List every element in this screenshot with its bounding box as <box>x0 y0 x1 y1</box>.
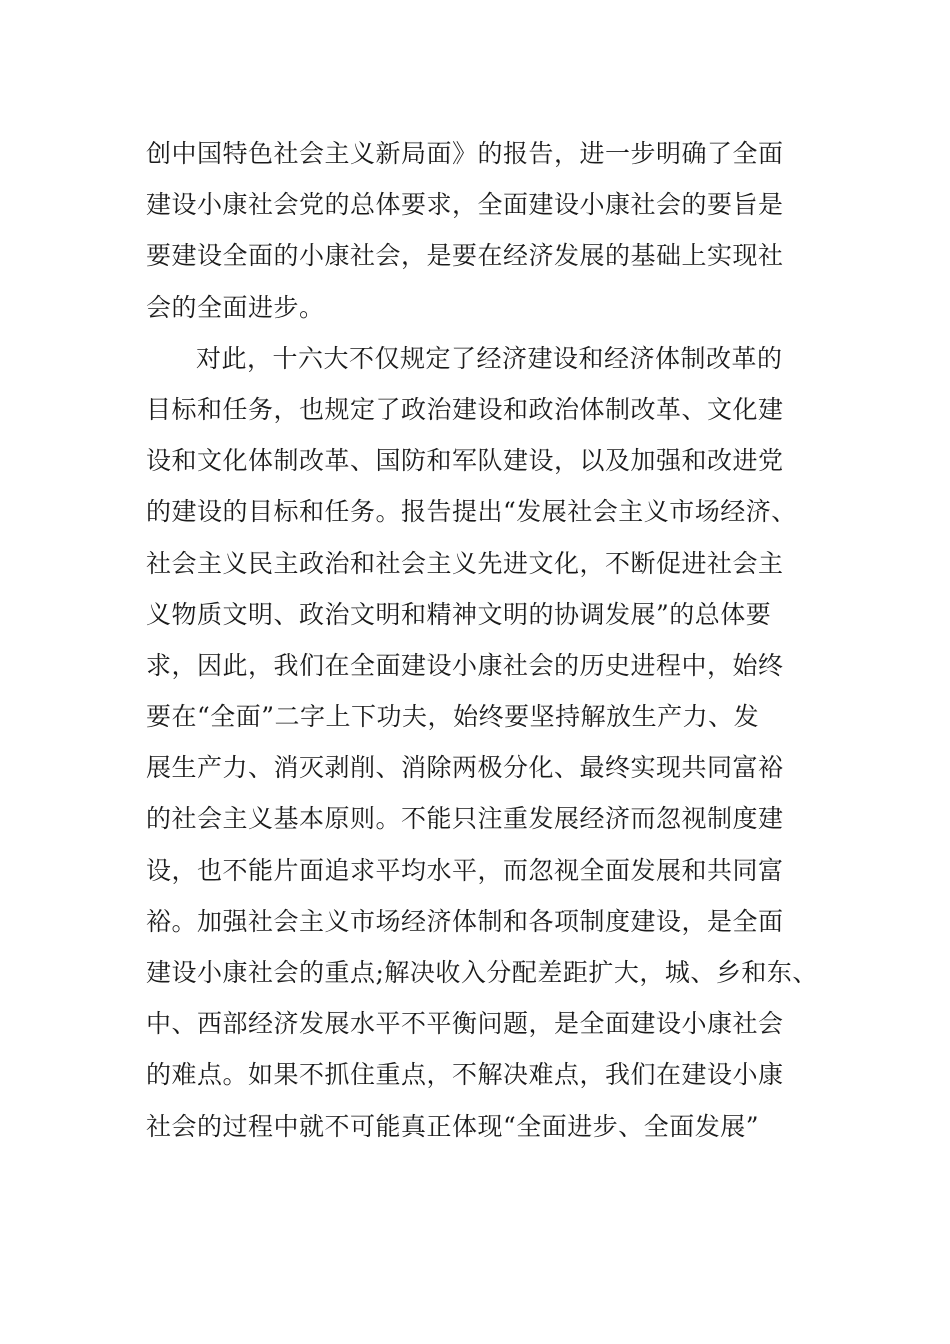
text-line: 创中国特色社会主义新局面》的报告，进一步明确了全面 <box>146 139 784 168</box>
text-line: 目标和任务，也规定了政治建设和政治体制改革、文化建 <box>146 394 784 424</box>
text-line: 要建设全面的小康社会，是要在经济发展的基础上实现社 <box>146 241 784 271</box>
text-line: 的建设的目标和任务。报告提出“发展社会主义市场经济、 <box>146 497 797 527</box>
text-line: 展生产力、消灭剥削、消除两极分化、最终实现共同富裕 <box>146 753 784 783</box>
text-line: 建设小康社会的重点;解决收入分配差距扩大，城、乡和东、 <box>146 958 818 987</box>
text-line: 对此，十六大不仅规定了经济建设和经济体制改革的 <box>196 343 783 373</box>
text-line: 义物质文明、政治文明和精神文明的协调发展”的总体要 <box>146 599 772 629</box>
text-line: 要在“全面”二字上下功夫，始终要坚持解放生产力、发 <box>146 702 760 732</box>
text-line: 社会主义民主政治和社会主义先进文化，不断促进社会主 <box>146 548 784 578</box>
text-line: 会的全面进步。 <box>146 292 325 322</box>
text-line: 裕。加强社会主义市场经济体制和各项制度建设，是全面 <box>146 906 784 936</box>
text-line: 社会的过程中就不可能真正体现“全面进步、全面发展” <box>146 1111 760 1141</box>
text-line: 设和文化体制改革、国防和军队建设，以及加强和改进党 <box>146 446 784 476</box>
paragraph-1 <box>146 128 846 333</box>
body-text <box>146 128 846 1152</box>
text-line: 的难点。如果不抓住重点，不解决难点，我们在建设小康 <box>146 1060 784 1090</box>
text-line: 建设小康社会党的总体要求，全面建设小康社会的要旨是 <box>146 190 784 220</box>
text-line: 中、西部经济发展水平不平衡问题，是全面建设小康社会 <box>146 1009 784 1039</box>
text-line: 的社会主义基本原则。不能只注重发展经济而忽视制度建 <box>146 804 784 834</box>
paragraph-2 <box>146 333 846 1152</box>
text-line: 求，因此，我们在全面建设小康社会的历史进程中，始终 <box>146 650 784 680</box>
text-line: 设，也不能片面追求平均水平，而忽视全面发展和共同富 <box>146 855 784 885</box>
